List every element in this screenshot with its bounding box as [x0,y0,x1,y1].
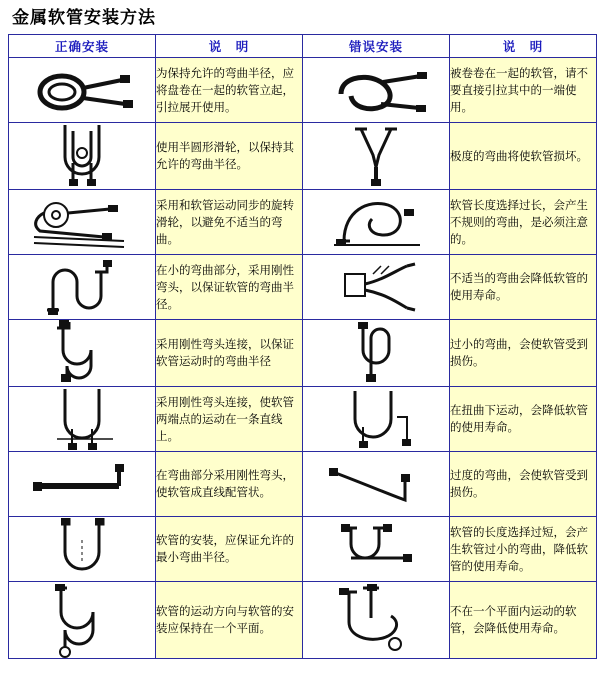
sharp-bend-hose-icon [303,123,450,190]
out-of-plane-motion-icon [303,582,450,659]
straight-pipe-elbow-icon [9,452,156,517]
improper-bend-icon [303,255,450,320]
wrong-note-text: 过小的弯曲，会使软管受到损伤。 [450,320,597,387]
correct-note-text: 软管的运动方向与软管的安装应保持在一个平面。 [156,582,303,659]
table-row [9,452,597,517]
rigid-elbow-motion-radius-icon [9,320,156,387]
same-plane-motion-icon [9,582,156,659]
wrong-note-text: 极度的弯曲将使软管损坏。 [450,123,597,190]
too-small-bend-icon [303,320,450,387]
table-header-row [9,35,597,58]
wrong-note-text: 在扭曲下运动，会降低软管的使用寿命。 [450,387,597,452]
half-round-pulley-icon [9,123,156,190]
header-wrong-install: 错误安装 [303,35,450,58]
hose-installation-table [8,34,597,659]
header-wrong-note: 说 明 [450,35,597,58]
correct-note-text: 采用和软管运动同步的旋转滑轮，以避免不适当的弯曲。 [156,190,303,255]
table-row [9,582,597,659]
twisting-motion-icon [303,387,450,452]
rigid-elbow-straight-line-icon [9,387,156,452]
rigid-elbow-small-bend-icon [9,255,156,320]
wrong-note-text: 被卷卷在一起的软管，请不要直接引拉其中的一端使用。 [450,58,597,123]
wrong-note-text: 不在一个平面内运动的软管，会降低使用寿命。 [450,582,597,659]
irregular-long-hose-icon [303,190,450,255]
wrong-note-text: 不适当的弯曲会降低软管的使用寿命。 [450,255,597,320]
correct-note-text: 在小的弯曲部分，采用刚性弯头，以保证软管的弯曲半径。 [156,255,303,320]
excessive-bend-icon [303,452,450,517]
table-row [9,255,597,320]
table-row [9,320,597,387]
header-correct-install: 正确安装 [9,35,156,58]
wrong-note-text: 软管长度选择过长，会产生不规则的弯曲，是必须注意的。 [450,190,597,255]
correct-note-text: 使用半圆形滑轮，以保持其允许的弯曲半径。 [156,123,303,190]
page-title: 金属软管安装方法 [12,8,156,28]
tangled-coiled-hose-icon [303,58,450,123]
correct-note-text: 软管的安装，应保证允许的最小弯曲半径。 [156,517,303,582]
min-bend-radius-install-icon [9,517,156,582]
short-length-bend-icon [303,517,450,582]
rotating-pulley-sync-icon [9,190,156,255]
table-row [9,517,597,582]
header-correct-note: 说 明 [156,35,303,58]
correct-note-text: 采用刚性弯头连接，以保证软管运动时的弯曲半径 [156,320,303,387]
correct-note-text: 采用刚性弯头连接，使软管两端点的运动在一条直线上。 [156,387,303,452]
coiled-hose-spool-icon [9,58,156,123]
wrong-note-text: 过度的弯曲，会使软管受到损伤。 [450,452,597,517]
wrong-note-text: 软管的长度选择过短，会产生软管过小的弯曲，降低软管的使用寿命。 [450,517,597,582]
table-row [9,387,597,452]
table-row [9,190,597,255]
correct-note-text: 为保持允许的弯曲半径，应将盘卷在一起的软管立起，引拉展开使用。 [156,58,303,123]
table-row [9,58,597,123]
correct-note-text: 在弯曲部分采用刚性弯头，使软管成直线配管状。 [156,452,303,517]
table-row [9,123,597,190]
